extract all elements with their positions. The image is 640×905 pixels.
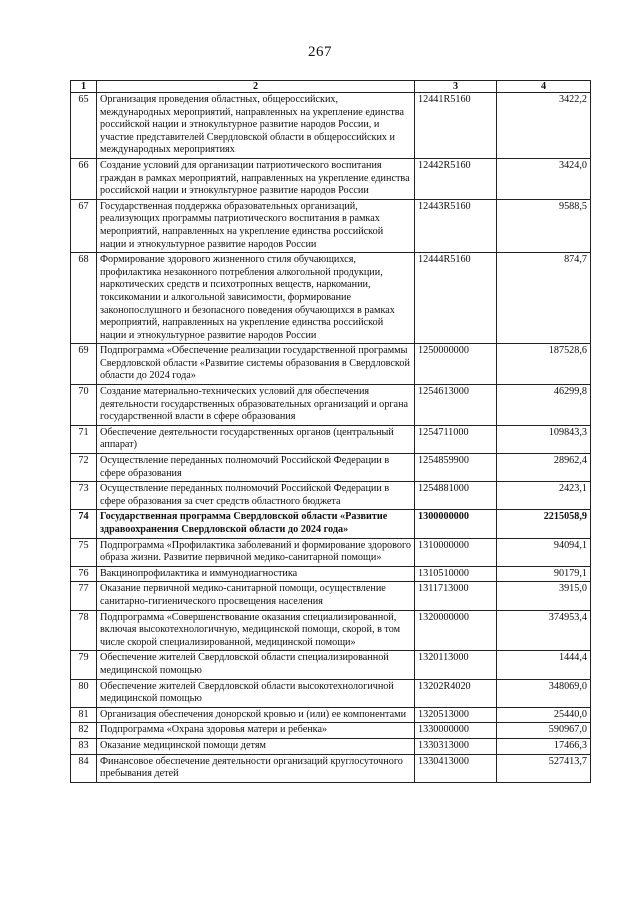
table-row	[71, 425, 591, 453]
table-row	[71, 253, 591, 344]
table-row	[71, 454, 591, 482]
row-name: Осуществление переданных полномочий Российской Федерации в сфере образования	[97, 454, 415, 482]
row-amount: 90179,1	[497, 566, 591, 582]
row-amount: 2215058,9	[497, 510, 591, 538]
row-name: Обеспечение жителей Свердловской области высокотехнологичной медицинской помощью	[97, 679, 415, 707]
table-row	[71, 482, 591, 510]
row-code: 1320000000	[415, 610, 497, 651]
table-row	[71, 738, 591, 754]
table-row	[71, 610, 591, 651]
row-code: 12444R5160	[415, 253, 497, 344]
row-name: Обеспечение деятельности государственных органов (центральный аппарат)	[97, 425, 415, 453]
row-number: 80	[71, 679, 97, 707]
table-row	[71, 582, 591, 610]
row-code: 1320513000	[415, 707, 497, 723]
row-name: Организация проведения областных, общероссийских, международных мероприятий, направленных на укрепление единства российской нации и этнокультурное развитие народов России, и участие представителей Свердловской области в общероссийских и международных мероприятиях	[97, 93, 415, 159]
row-number: 68	[71, 253, 97, 344]
header-col-2: 2	[97, 81, 415, 93]
row-code: 1254613000	[415, 385, 497, 426]
row-code: 1320113000	[415, 651, 497, 679]
table-row	[71, 679, 591, 707]
row-amount: 187528,6	[497, 344, 591, 385]
row-number: 70	[71, 385, 97, 426]
row-number: 65	[71, 93, 97, 159]
row-amount: 25440,0	[497, 707, 591, 723]
row-number: 72	[71, 454, 97, 482]
table-row	[71, 385, 591, 426]
row-code: 13202R4020	[415, 679, 497, 707]
row-code: 1311713000	[415, 582, 497, 610]
row-code: 1330413000	[415, 754, 497, 782]
table-row	[71, 754, 591, 782]
table-row	[71, 93, 591, 159]
row-code: 1254881000	[415, 482, 497, 510]
row-name: Формирование здорового жизненного стиля обучающихся, профилактика незаконного потребления алкогольной продукции, наркотических средств и психотропных веществ, наркомании, токсикомании и алкогольной зависимости, формирование законопослушного и безопасного поведения обучающихся в рамках мероприятий, направленных на укрепление единства российской нации и этнокультурное развитие народов России	[97, 253, 415, 344]
row-amount: 874,7	[497, 253, 591, 344]
row-amount: 3424,0	[497, 158, 591, 199]
row-amount: 17466,3	[497, 738, 591, 754]
row-name: Осуществление переданных полномочий Российской Федерации в сфере образования за счет средств областного бюджета	[97, 482, 415, 510]
row-name: Финансовое обеспечение деятельности организаций круглосуточного пребывания детей	[97, 754, 415, 782]
row-code: 1310510000	[415, 566, 497, 582]
row-code: 1310000000	[415, 538, 497, 566]
row-name: Государственная поддержка образовательных организаций, реализующих программы патриотического воспитания в рамках мероприятий, направленных на укрепление единства российской нации и этнокультурное развитие народов России	[97, 199, 415, 252]
row-amount: 46299,8	[497, 385, 591, 426]
row-name: Организация обеспечения донорской кровью и (или) ее компонентами	[97, 707, 415, 723]
row-code: 12443R5160	[415, 199, 497, 252]
row-number: 71	[71, 425, 97, 453]
row-number: 69	[71, 344, 97, 385]
row-name: Вакцинопрофилактика и иммунодиагностика	[97, 566, 415, 582]
row-number: 79	[71, 651, 97, 679]
row-name: Обеспечение жителей Свердловской области специализированной медицинской помощью	[97, 651, 415, 679]
row-number: 66	[71, 158, 97, 199]
row-number: 67	[71, 199, 97, 252]
table-row	[71, 538, 591, 566]
row-code: 1254711000	[415, 425, 497, 453]
header-col-1: 1	[71, 81, 97, 93]
row-code: 1330000000	[415, 723, 497, 739]
table-row	[71, 723, 591, 739]
row-code: 12441R5160	[415, 93, 497, 159]
row-amount: 374953,4	[497, 610, 591, 651]
row-name: Подпрограмма «Обеспечение реализации государственной программы Свердловской области «Развитие системы образования в Свердловской области до 2024 года»	[97, 344, 415, 385]
row-name: Подпрограмма «Совершенствование оказания специализированной, включая высокотехнологичную, медицинской помощи, скорой, в том числе скорой специализированной, медицинской помощи»	[97, 610, 415, 651]
row-number: 74	[71, 510, 97, 538]
row-amount: 9588,5	[497, 199, 591, 252]
row-amount: 1444,4	[497, 651, 591, 679]
table-row	[71, 651, 591, 679]
row-code: 1250000000	[415, 344, 497, 385]
table-row	[71, 199, 591, 252]
table-body	[71, 93, 591, 783]
budget-table	[70, 80, 591, 783]
row-number: 83	[71, 738, 97, 754]
row-number: 81	[71, 707, 97, 723]
row-number: 78	[71, 610, 97, 651]
table-row	[71, 344, 591, 385]
row-number: 84	[71, 754, 97, 782]
row-amount: 348069,0	[497, 679, 591, 707]
row-code: 1254859900	[415, 454, 497, 482]
row-name: Создание условий для организации патриотического воспитания граждан в рамках мероприятий, направленных на укрепление единства российской нации и этнокультурное развитие народов России	[97, 158, 415, 199]
row-name: Государственная программа Свердловской области «Развитие здравоохранения Свердловской области до 2024 года»	[97, 510, 415, 538]
page-number: 267	[308, 44, 332, 60]
row-amount: 94094,1	[497, 538, 591, 566]
row-code: 1330313000	[415, 738, 497, 754]
row-amount: 3915,0	[497, 582, 591, 610]
table-row	[71, 707, 591, 723]
row-amount: 109843,3	[497, 425, 591, 453]
row-name: Подпрограмма «Профилактика заболеваний и формирование здорового образа жизни. Развитие первичной медико-санитарной помощи»	[97, 538, 415, 566]
row-amount: 527413,7	[497, 754, 591, 782]
table-row	[71, 566, 591, 582]
row-number: 76	[71, 566, 97, 582]
row-number: 73	[71, 482, 97, 510]
header-col-3: 3	[415, 81, 497, 93]
row-number: 75	[71, 538, 97, 566]
row-name: Создание материально-технических условий для обеспечения деятельности государственных образовательных организаций и органа государственной власти в сфере образования	[97, 385, 415, 426]
row-number: 82	[71, 723, 97, 739]
row-amount: 590967,0	[497, 723, 591, 739]
row-amount: 2423,1	[497, 482, 591, 510]
row-code: 12442R5160	[415, 158, 497, 199]
row-name: Оказание первичной медико-санитарной помощи, осуществление санитарно-гигиенического просвещения населения	[97, 582, 415, 610]
header-col-4: 4	[497, 81, 591, 93]
row-name: Подпрограмма «Охрана здоровья матери и ребенка»	[97, 723, 415, 739]
row-amount: 3422,2	[497, 93, 591, 159]
row-name: Оказание медицинской помощи детям	[97, 738, 415, 754]
table-header-row	[71, 81, 591, 93]
row-amount: 28962,4	[497, 454, 591, 482]
table-row	[71, 510, 591, 538]
table-row	[71, 158, 591, 199]
row-number: 77	[71, 582, 97, 610]
row-code: 1300000000	[415, 510, 497, 538]
